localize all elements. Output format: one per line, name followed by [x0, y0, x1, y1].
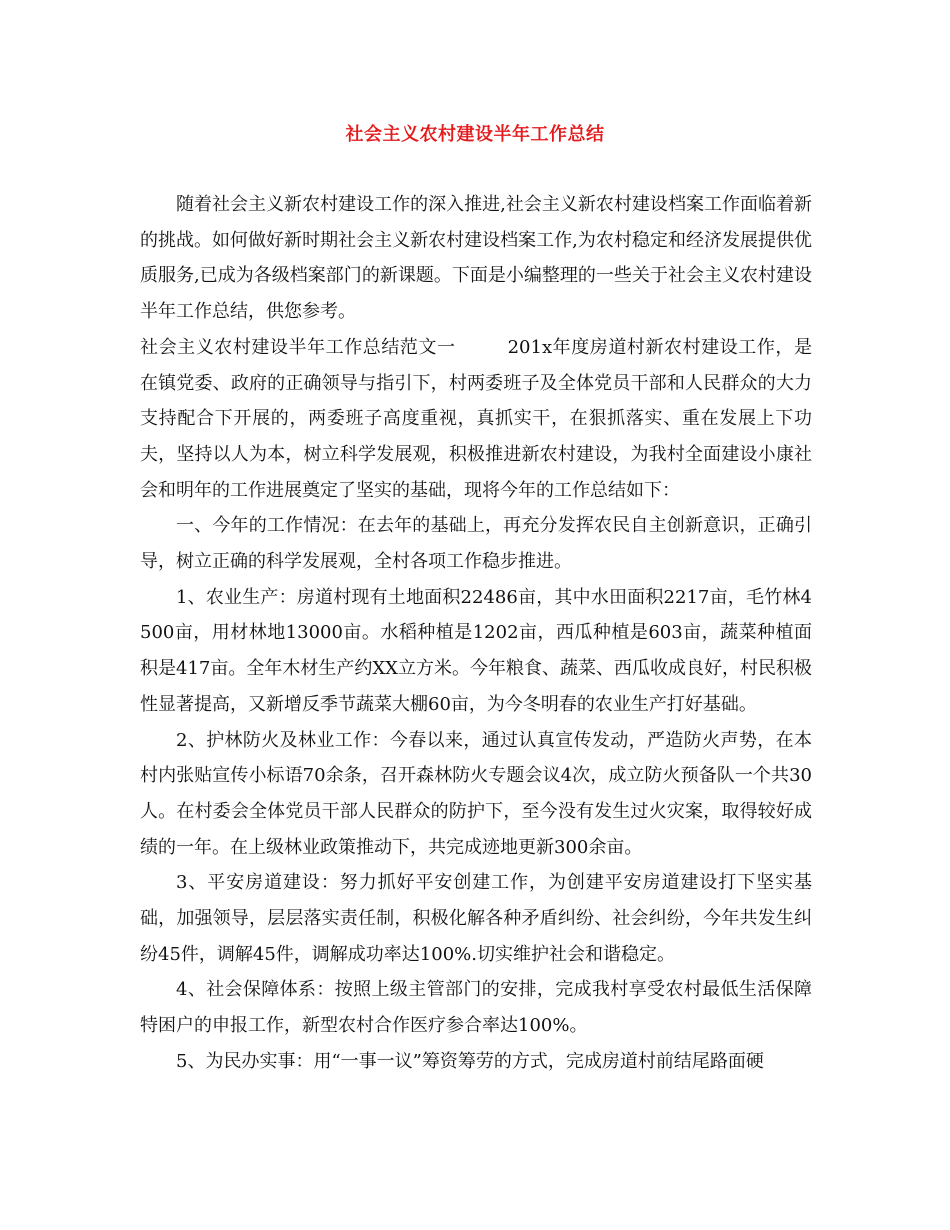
sample-heading: 社会主义农村建设半年工作总结范文一: [140, 336, 456, 358]
section-paragraph: 1、农业生产：房道村现有土地面积22486亩，其中水田面积2217亩，毛竹林4500亩，用材林地13000亩。水稻种植是1202亩，西瓜种植是603亩，蔬菜种植面积是417亩。全年木材生产约XX立方米。今年粮食、蔬菜、西瓜收成良好，村民积极性显著提高，又新增反季节蔬菜大棚60亩，为今冬明春的农业生产打好基础。: [140, 586, 812, 715]
section-paragraph: 4、社会保障体系：按照上级主管部门的安排，完成我村享受农村最低生活保障特困户的申报工作，新型农村合作医疗参合率达100%。: [140, 979, 812, 1037]
section-paragraph: 3、平安房道建设：努力抓好平安创建工作，为创建平安房道建设打下坚实基础，加强领导，层层落实责任制，积极化解各种矛盾纠纷、社会纠纷，今年共发生纠纷45件，调解45件，调解成功率达100%.切实维护社会和谐稳定。: [140, 872, 812, 965]
section-paragraph: 一、今年的工作情况：在去年的基础上，再充分发挥农民自主创新意识，正确引导，树立正确的科学发展观，全村各项工作稳步推进。: [140, 515, 812, 573]
document-body: [140, 187, 812, 1080]
sample-paragraph: [140, 330, 812, 509]
intro-paragraph: 随着社会主义新农村建设工作的深入推进,社会主义新农村建设档案工作面临着新的挑战。如何做好新时期社会主义新农村建设档案工作,为农村稳定和经济发展提供优质服务,已成为各级档案部门的新课题。下面是小编整理的一些关于社会主义农村建设半年工作总结，供您参考。: [140, 194, 812, 323]
document-title: 社会主义农村建设半年工作总结: [345, 124, 605, 145]
section-paragraph: 2、护林防火及林业工作：今春以来，通过认真宣传发动，严造防火声势，在本村内张贴宣传小标语70余条，召开森林防火专题会议4次，成立防火预备队一个共30人。在村委会全体党员干部人民群众的防护下，至今没有发生过火灾案，取得较好成绩的一年。在上级林业政策推动下，共完成迹地更新300余亩。: [140, 729, 812, 858]
sample-opening: 201x年度房道村新农村建设工作，是在镇党委、政府的正确领导与指引下，村两委班子及全体党员干部和人民群众的大力支持配合下开展的，两委班子高度重视，真抓实干，在狠抓落实、重在发展上下功夫，坚持以人为本，树立科学发展观，积极推进新农村建设，为我村全面建设小康社会和明年的工作进展奠定了坚实的基础，现将今年的工作总结如下：: [140, 336, 812, 501]
section-paragraph: 5、为民办实事：用“一事一议”筹资筹劳的方式，完成房道村前结尾路面硬: [176, 1050, 764, 1072]
